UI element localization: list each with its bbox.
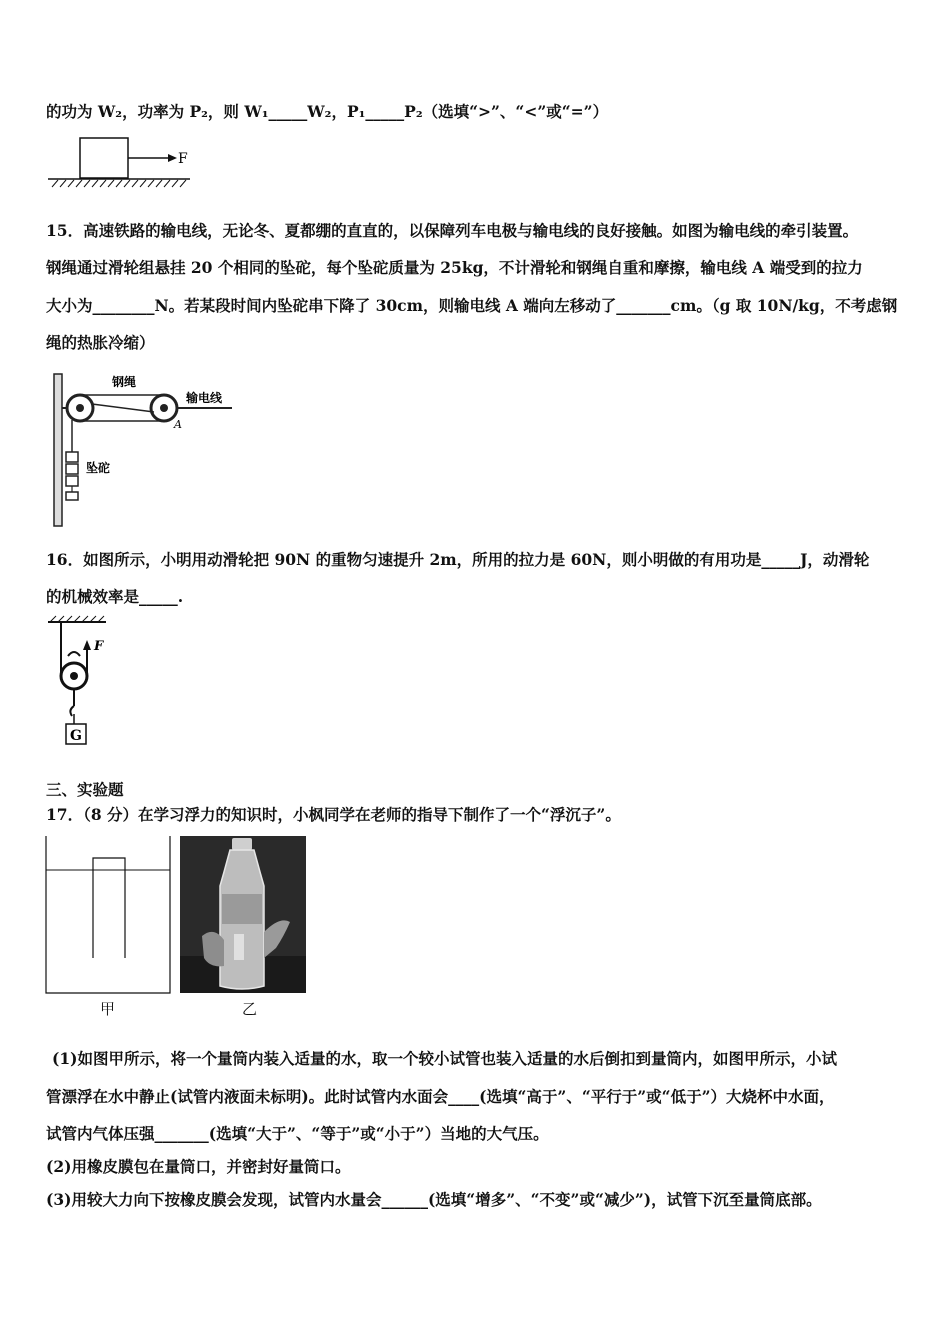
q15-line-2: 钢绳通过滑轮组悬挂 20 个相同的坠砣，每个坠砣质量为 25kg，不计滑轮和钢绳自重和摩擦，输电线 A 端受到的拉力 bbox=[46, 258, 863, 277]
q17-caption-b: 乙 bbox=[242, 1000, 258, 1018]
q15-label-rope: 钢绳 bbox=[112, 375, 137, 389]
q15-line-4: 绳的热胀冷缩） bbox=[46, 333, 155, 352]
q17-p3: (3)用较大力向下按橡皮膜会发现，试管内水量会______(选填“增多”、“不变”或“减少”)，试管下沉至量筒底部。 bbox=[46, 1190, 822, 1209]
q17-caption-a: 甲 bbox=[100, 1000, 116, 1018]
q15-line-3: 大小为________N。若某段时间内坠砣串下降了 30cm，则输电线 A 端向左移动了_______cm。（g 取 10N/kg，不考虑钢 bbox=[46, 296, 898, 315]
q14-force-label: F bbox=[178, 151, 188, 167]
q16-weight-label: G bbox=[70, 728, 82, 744]
q17-cylinder-figure bbox=[45, 836, 171, 994]
q16-line-1: 16．如图所示，小明用动滑轮把 90N 的重物匀速提升 2m，所用的拉力是 60N，则小明做的有用功是_____J，动滑轮 bbox=[46, 550, 870, 569]
q15-pulley-figure bbox=[46, 368, 246, 528]
q17-p2: (2)用橡皮膜包在量筒口，并密封好量筒口。 bbox=[46, 1157, 351, 1176]
bottle-image bbox=[180, 836, 306, 993]
q15-label-wire: 输电线 bbox=[186, 391, 223, 405]
q15-label-A: A bbox=[174, 418, 182, 431]
q16-line-2: 的机械效率是_____. bbox=[46, 587, 184, 606]
q17-p1-line-1: (1)如图甲所示，将一个量筒内装入适量的水，取一个较小试管也装入适量的水后倒扣到量筒内，如图甲所示，小试 bbox=[52, 1049, 837, 1068]
q16-movable-pulley-figure bbox=[44, 614, 120, 750]
q17-line-1: 17．（8 分）在学习浮力的知识时，小枫同学在老师的指导下制作了一个“浮沉子”。 bbox=[46, 805, 621, 824]
q17-p1-line-2: 管漂浮在水中静止(试管内液面未标明)。此时试管内水面会____(选填“高于”、“平行于”或“低于”）大烧杯中水面， bbox=[46, 1087, 835, 1106]
q14-block-figure bbox=[46, 132, 194, 196]
q17-p1-line-3: 试管内气体压强_______(选填“大于”、“等于”或“小于”）当地的大气压。 bbox=[46, 1124, 549, 1143]
q17-bottle-photo bbox=[180, 836, 306, 993]
q15-line-1: 15．高速铁路的输电线，无论冬、夏都绷的直直的，以保障列车电极与输电线的良好接触。如图为输电线的牵引装置。 bbox=[46, 221, 859, 240]
q16-force-label: F bbox=[94, 639, 104, 654]
q14-text: 的功为 W₂，功率为 P₂，则 W₁_____W₂，P₁_____P₂（选填“>”、“<”或“=”） bbox=[46, 102, 609, 121]
q15-label-weight: 坠砣 bbox=[86, 461, 111, 475]
section-title: 三、实验题 bbox=[46, 780, 124, 799]
